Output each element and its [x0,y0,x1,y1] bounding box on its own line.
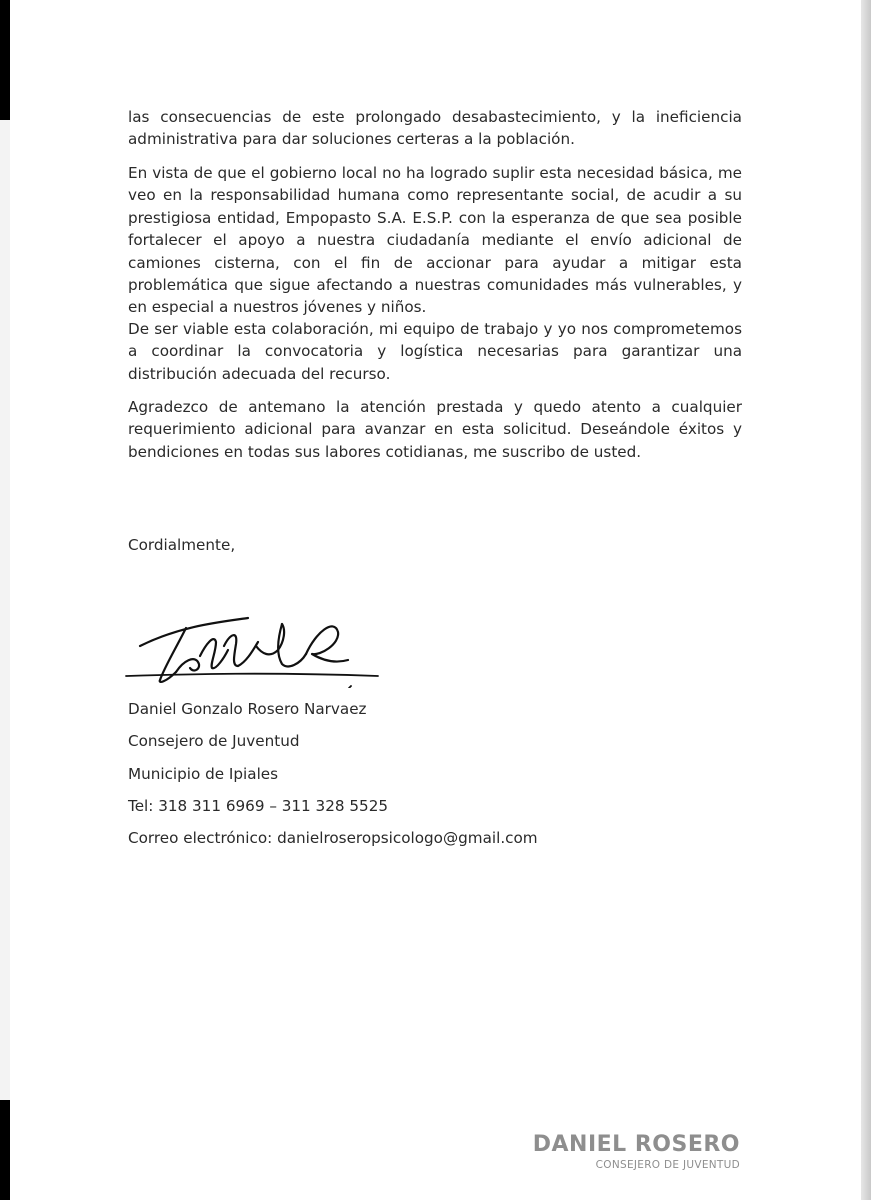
footer-brand [480,1132,740,1172]
handwritten-signature [120,604,380,688]
sheet-shadow-right [861,0,871,1200]
letter-sheet [10,0,861,1200]
signer-phone: Tel: 318 311 6969 – 311 328 5525 [128,797,389,815]
signer-email: Correo electrónico: danielroseropsicologo@gmail.com [128,829,538,847]
footer-brand-name: DANIEL ROSERO [532,1132,740,1157]
letter-paragraph-3: De ser viable esta colaboración, mi equipo de trabajo y yo nos comprometemos a coordinar la convocatoria y logística necesarias para garantizar una distribución adecuada del recurso. [128,320,742,383]
letter-paragraph-2: En vista de que el gobierno local no ha logrado suplir esta necesidad básica, me veo en la responsabilidad humana como representante social, de acudir a su prestigiosa entidad, Empopasto S.A. E.S.P. con la esperanza de que sea posible fortalecer el apoyo a nuestra ciudadanía mediante el envío adicional de camiones cisterna, con el fin de accionar para ayudar a mitigar esta problemática que sigue afectando a nuestras comunidades más vulnerables, y en especial a nuestros jóvenes y niños. [128,164,742,317]
signer-name: Daniel Gonzalo Rosero Narvaez [128,700,367,718]
footer-brand-subtitle: CONSEJERO DE JUVENTUD [595,1159,740,1171]
signer-municipality: Municipio de Ipiales [128,765,279,783]
closing-salutation: Cordialmente, [128,536,236,554]
letter-paragraph-1: las consecuencias de este prolongado desabastecimiento, y la ineficiencia administrativa para dar soluciones certeras a la población. [128,108,742,149]
letter-paragraph-4: Agradezco de antemano la atención prestada y quedo atento a cualquier requerimiento adicional para avanzar en esta solicitud. Deseándole éxitos y bendiciones en todas sus labores cotidianas, me suscribo de usted. [128,398,742,461]
signer-role: Consejero de Juventud [128,732,300,750]
